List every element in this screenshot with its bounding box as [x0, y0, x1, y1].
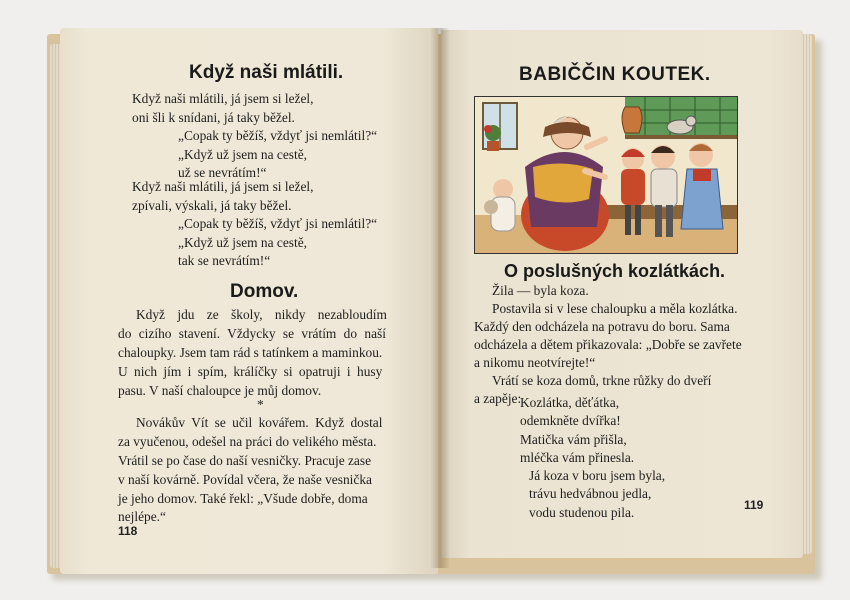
book-gutter [430, 28, 450, 568]
text-line: a nikomu neotvírejte!“ [474, 355, 596, 370]
text-line: v naší kovárně. Povídal včera, že naše vesnička [118, 472, 372, 487]
poem-line: „Copak ty běžíš, vždyť jsi nemlátil?“ [178, 216, 378, 232]
poem-line: „Když už jsem na cestě, [178, 234, 308, 250]
page-number-left: 118 [118, 524, 138, 538]
text-line: odcházela a dětem přikazovala: „Dobře se zavřete [474, 337, 742, 352]
right-page-title: BABIČČIN KOUTEK. [519, 64, 711, 85]
page-number-right: 119 [744, 498, 764, 512]
text-line: za vyučenou, odešel na práci do velikého města. [118, 434, 377, 449]
illustration-svg [475, 97, 737, 253]
verse-line: odemkněte dvířka! [520, 413, 621, 429]
text-line: Novákův Vít se učil kovářem. Když dostal [136, 415, 383, 430]
verse-line: vodu studenou pila. [529, 504, 635, 520]
story-illustration [474, 96, 738, 254]
section-title: Domov. [230, 281, 299, 302]
story-title: O poslušných kozlátkách. [504, 261, 726, 281]
text-line: Každý den odcházela na potravu do boru. Sama [474, 319, 730, 334]
verse-line: mléčka vám přinesla. [520, 449, 635, 465]
text-line: a zapěje: [474, 391, 522, 406]
text-line: Vrátí se koza domů, trkne růžky do dveří [492, 373, 712, 388]
poem-line: už se nevrátím!“ [178, 165, 267, 181]
text-line: chaloupky. Jsem tam rád s tatínkem a maminkou. [118, 345, 383, 360]
poem-line: tak se nevrátím!“ [178, 253, 271, 269]
text-line: Postavila si v lese chaloupku a měla kozlátka. [492, 301, 738, 316]
verse-line: Matička vám přišla, [520, 431, 627, 447]
poem-line: oni šli k snídani, já taky běžel. [132, 109, 295, 125]
poem-line: „Copak ty běžíš, vždyť jsi nemlátil?“ [178, 128, 378, 144]
poem-line: zpívali, výskali, já taky běžel. [132, 197, 292, 213]
text-line: je jeho domov. Také řekl: „Všude dobře, doma [118, 491, 368, 506]
verse-line: trávu hedvábnou jedla, [529, 486, 652, 502]
poem-line: „Když už jsem na cestě, [178, 146, 308, 162]
text-line: pasu. V naší chaloupce je můj domov. [118, 383, 322, 398]
text-line: Žila — byla koza. [492, 283, 589, 298]
text-line: Vrátil se po čase do naší vesničky. Pracuje zase [118, 453, 372, 468]
text-line: nejlépe.“ [118, 509, 166, 524]
poem-line: Když naši mlátili, já jsem si ležel, [132, 179, 314, 194]
text-line: Když jdu ze školy, nikdy nezabloudím [136, 307, 387, 322]
poem-line: Když naši mlátili, já jsem si ležel, [132, 91, 314, 106]
separator-star: * [257, 397, 264, 412]
text-line: do cizího stavení. Vždycky se vrátím do naší [118, 326, 386, 341]
verse-line: Kozlátka, děťátka, [520, 395, 620, 410]
poem-title: Když naši mlátili. [189, 62, 344, 83]
text-line: U nich jím i spím, králíčky si opatruji i husy [118, 364, 383, 379]
verse-line: Já koza v boru jsem byla, [529, 468, 666, 483]
